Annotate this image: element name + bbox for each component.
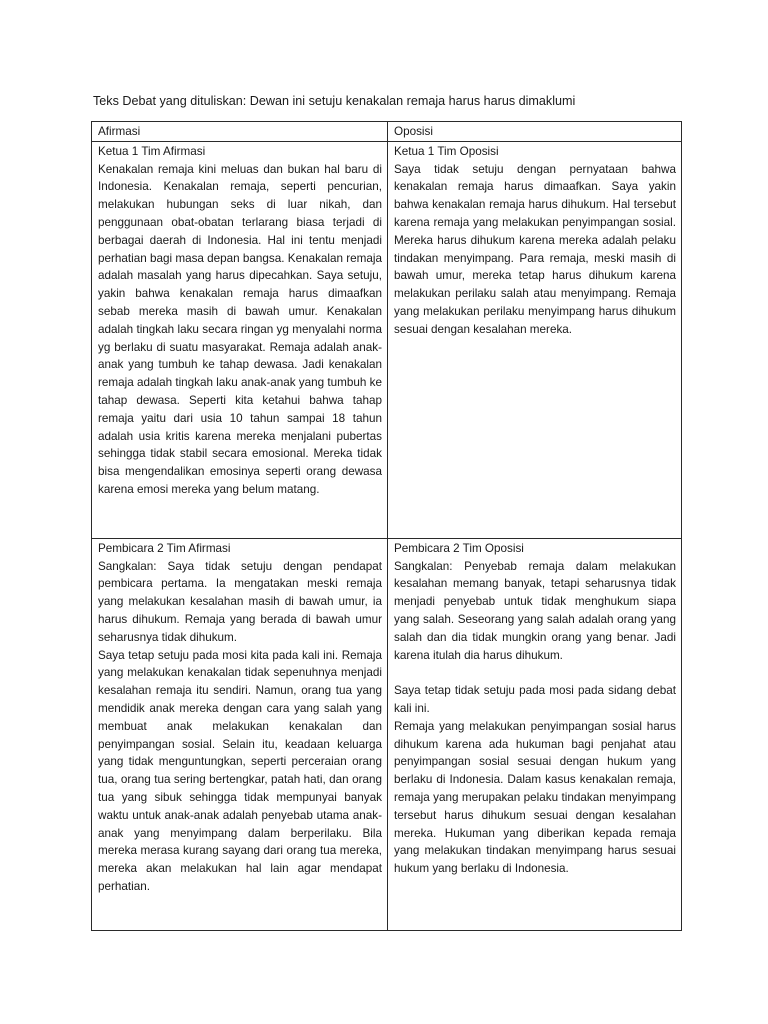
affirmative-speaker-1-cell [92,141,388,538]
debate-table [91,121,682,931]
speech-text: Kenakalan remaja kini meluas dan bukan hal baru di Indonesia. Kenakalan remaja, seperti pencurian, melakukan hubungan seks di luar nikah, dan penggunaan obat-obatan terlarang biasa terjadi di berbagai daerah di Indonesia. Hal ini tentu menjadi perhatian bagi masa depan bangsa. Kenakalan remaja adalah masalah yang harus dipecahkan. Saya setuju, yakin bahwa kenakalan remaja harus dimaafkan sebab mereka masih di bawah umur. Kenakalan adalah tingkah laku secara ringan yg menyalahi norma yg berlaku di suatu masyarakat. Remaja adalah anak-anak yang tumbuh ke tahap dewasa. Jadi kenakalan remaja adalah tingkah laku anak-anak yang tumbuh ke tahap dewasa. Seperti kita ketahui bahwa tahap remaja yaitu dari usia 10 tahun sampai 18 tahun adalah usia kritis karena mereka menjalani pubertas sehingga tidak stabil secara emosional. Mereka tidak bisa mengendalikan emosinya seperti orang dewasa karena emosi mereka yang belum matang. [98,162,382,496]
speaker-role: Ketua 1 Tim Afirmasi [98,144,206,158]
paragraph-spacer [394,664,676,682]
rebuttal-text: Sangkalan: Saya tidak setuju dengan pendapat pembicara pertama. Ia mengatakan meski remaja yang melakukan kesalahan masih di bawah umur, ia harus dihukum. Remaja yang berada di bawah umur seharusnya tidak dihukum. [98,559,382,644]
opposition-speaker-1-cell [388,141,682,538]
affirmative-speaker-2-cell [92,538,388,930]
speaker-role: Ketua 1 Tim Oposisi [394,144,499,158]
header-afirmasi: Afirmasi [92,122,388,142]
speaker-role: Pembicara 2 Tim Afirmasi [98,541,231,555]
document-title: Teks Debat yang dituliskan: Dewan ini setuju kenakalan remaja harus harus dimaklumi [93,94,576,108]
opposition-speaker-2-cell [388,538,682,930]
header-oposisi: Oposisi [388,122,682,142]
speech-text: Saya tidak setuju dengan pernyataan bahwa kenakalan remaja harus dimaafkan. Saya yakin bahwa kenakalan remaja harus dihukum. Hal tersebut karena remaja yang melakukan penyimpangan sosial. Mereka harus dihukum karena mereka adalah pelaku tindakan menyimpang. Para remaja, meski masih di bawah umur, mereka tetap harus dihukum karena melakukan perilaku salah atau menyimpang. Remaja yang melakukan perilaku menyimpang harus dihukum sesuai dengan kesalahan mereka. [394,162,676,336]
speaker-role: Pembicara 2 Tim Oposisi [394,541,524,555]
speech-text: Remaja yang melakukan penyimpangan sosial harus dihukum karena ada hukuman bagi penjahat atau penyimpangan sosial sesuai dengan hukum yang berlaku di Indonesia. Dalam kasus kenakalan remaja, remaja yang merupakan pelaku tindakan menyimpang tersebut harus dihukum sesuai dengan kesalahan mereka. Hukuman yang diberikan kepada remaja yang melakukan tindakan menyimpang harus sesuai hukum yang berlaku di Indonesia. [394,719,676,876]
table-row [92,538,682,930]
speech-text: Saya tetap setuju pada mosi kita pada kali ini. Remaja yang melakukan kenakalan tidak sepenuhnya menjadi kesalahan remaja itu sendiri. Namun, orang tua yang mendidik anak mereka dengan cara yang salah yang membuat anak melakukan kenakalan dan penyimpangan sosial. Selain itu, keadaan keluarga yang tidak menguntungkan, seperti perceraian orang tua, orang tua sering bertengkar, patah hati, dan orang tua yang sibuk sehingga tidak mempunyai banyak waktu untuk anak-anak adalah penyebab utama anak-anak yang menyimpang dalam berperilaku. Bila mereka merasa kurang sayang dari orang tua mereka, mereka akan melakukan hal lain agar mendapat perhatian. [98,648,382,893]
rebuttal-text: Sangkalan: Penyebab remaja dalam melakukan kesalahan memang banyak, tetapi seharusnya tidak menjadi penyebab untuk tidak menghukum siapa yang salah. Seseorang yang salah adalah orang yang salah dan dia tidak mungkin orang yang benar. Jadi karena itulah dia harus dihukum. [394,559,676,662]
table-header-row [92,122,682,142]
motion-statement: Saya tetap tidak setuju pada mosi pada sidang debat kali ini. [394,684,676,715]
table-row [92,141,682,538]
